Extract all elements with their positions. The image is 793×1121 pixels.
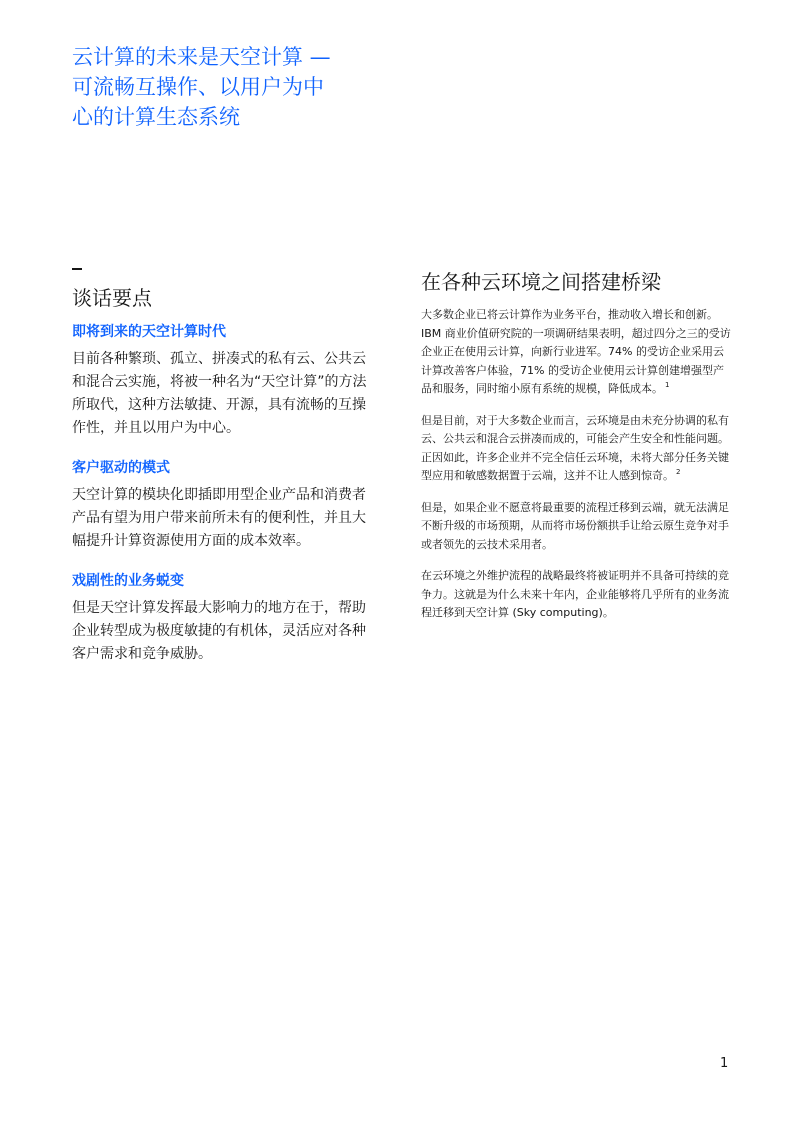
title-line: 可流畅互操作、以用户为中 [72, 75, 324, 99]
title-line: 云计算的未来是天空计算 — [72, 45, 331, 69]
paragraph-text: 但是，如果企业不愿意将最重要的流程迁移到云端，就无法满足不断升级的市场预期，从而将市场份额拱手让给云原生竞争对手或者领先的云技术采用者。 [421, 500, 729, 551]
body-paragraph [421, 499, 733, 555]
body-paragraph [421, 567, 733, 623]
paragraph-text: 但是目前，对于大多数企业而言，云环境是由未充分协调的私有云、公共云和混合云拼凑而成的，可能会产生安全和性能问题。正因如此，许多企业并不完全信任云环境，未将大部分任务关键型应用和敏感数据置于云端，这并不让人感到惊奇。 [421, 413, 729, 482]
body-paragraph [421, 412, 733, 486]
page-title [72, 42, 372, 132]
talking-point-heading: 客户驱动的模式 [72, 460, 170, 476]
title-line: 心的计算生态系统 [72, 105, 240, 129]
talking-point-body: 但是天空计算发挥最大影响力的地方在于，帮助企业转型成为极度敏捷的有机体，灵活应对各种客户需求和竞争威胁。 [72, 600, 366, 662]
bridge-column [421, 268, 733, 636]
talking-point [72, 458, 372, 553]
footnote-ref[interactable]: 2 [676, 468, 681, 477]
body-paragraph [421, 306, 733, 399]
talking-point-body: 目前各种繁琐、孤立、拼凑式的私有云、公共云和混合云实施，将被一种名为“天空计算”的方法所取代，这种方法敏捷、开源，具有流畅的互操作性，并且以用户为中心。 [72, 351, 367, 436]
talking-points-heading: 谈话要点 [72, 286, 152, 310]
page-number: 1 [720, 1056, 729, 1071]
talking-point-body: 天空计算的模块化即插即用型企业产品和消费者产品有望为用户带来前所未有的便利性，并且大幅提升计算资源使用方面的成本效率。 [72, 487, 366, 549]
talking-point-heading: 戏剧性的业务蜕变 [72, 573, 184, 589]
talking-point [72, 571, 372, 666]
talking-point [72, 322, 372, 440]
paragraph-text: 大多数企业已将云计算作为业务平台，推动收入增长和创新。IBM 商业价值研究院的一项调研结果表明，超过四分之三的受访企业正在使用云计算，向新行业进军。74% 的受访企业采用云计算改善客户体验，71% 的受访企业使用云计算创建增强型产品和服务，同时缩小原有系统的规模，降低成本。 [421, 308, 731, 395]
paragraph-text: 在云环境之外维护流程的战略最终将被证明并不具备可持续的竞争力。这就是为什么未来十年内，企业能够将几乎所有的业务流程迁移到天空计算 (Sky computing)。 [421, 569, 729, 619]
section-dash [72, 268, 82, 270]
talking-points-column [72, 268, 372, 684]
footnote-ref[interactable]: 1 [665, 381, 670, 390]
talking-point-heading: 即将到来的天空计算时代 [72, 324, 226, 340]
bridge-heading: 在各种云环境之间搭建桥梁 [421, 270, 661, 294]
